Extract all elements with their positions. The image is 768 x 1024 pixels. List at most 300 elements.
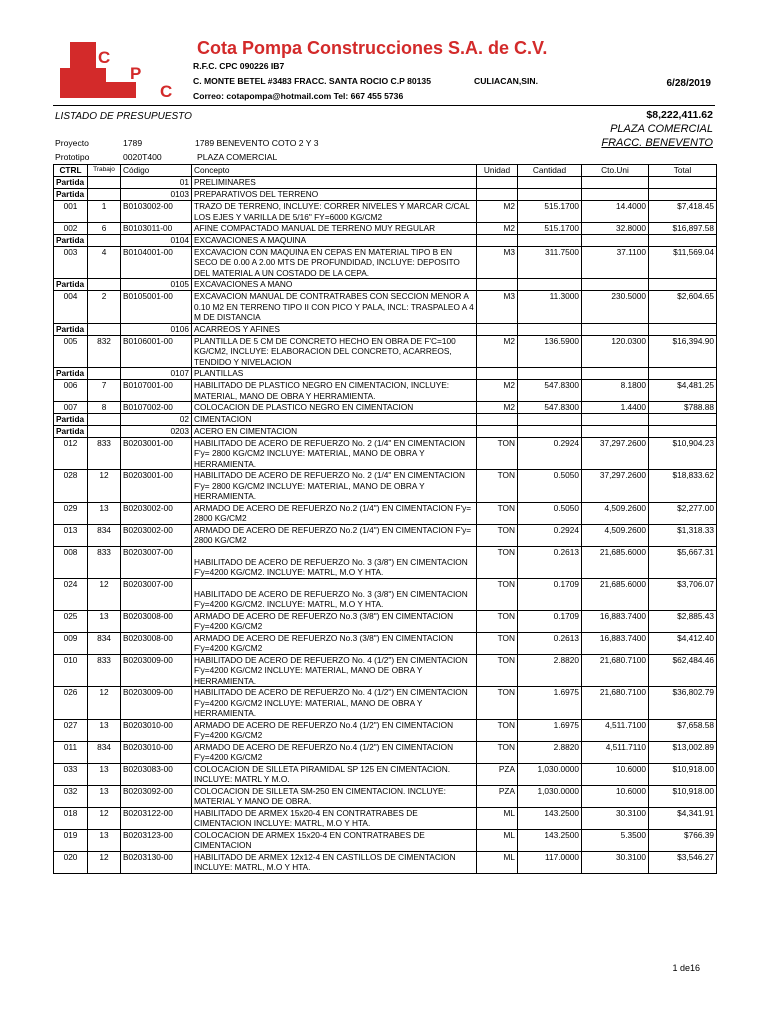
row-ctrl: 028: [54, 470, 88, 503]
row-trabajo: 12: [88, 578, 121, 610]
row-cto-uni: 37,297.2600: [582, 437, 649, 470]
row-concept: HABILITADO DE ACERO DE REFUERZO No. 2 (1/4" EN CIMENTACION F'y= 2800 KG/CM2 INCLUYE: MATERIAL, MANO DE OBRA Y HERRAMIENTA.: [192, 470, 477, 503]
row-unidad: [477, 425, 518, 437]
row-total: $4,341.91: [649, 807, 717, 829]
grand-total: $8,222,411.62: [646, 109, 713, 121]
row-unidad: M2: [477, 223, 518, 235]
row-cto-uni: [582, 413, 649, 425]
partida-name: PREPARATIVOS DEL TERRENO: [192, 189, 477, 201]
row-cantidad: 0.2924: [518, 437, 582, 470]
table-row: [54, 335, 717, 368]
company-address: C. MONTE BETEL #3483 FRACC. SANTA ROCIO C.P 80135: [193, 76, 431, 86]
partida-code: 0105: [121, 279, 192, 291]
row-unidad: ML: [477, 807, 518, 829]
row-concept: HABILITADO DE PLASTICO NEGRO EN CIMENTACION, INCLUYE: MATERIAL, MANO DE OBRA Y HERRAMIENTA.: [192, 380, 477, 402]
row-cantidad: 0.2924: [518, 524, 582, 546]
table-row: [54, 632, 717, 654]
row-cantidad: 1,030.0000: [518, 785, 582, 807]
row-unidad: TON: [477, 654, 518, 687]
budget-table: [53, 164, 717, 874]
row-concept: COLOCACION DE SILLETA PIRAMIDAL SP 125 EN CIMENTACION. INCLUYE: MATRL Y M.O.: [192, 763, 477, 785]
row-code: B0203002-00: [121, 524, 192, 546]
row-total: $1,318.33: [649, 524, 717, 546]
row-cto-uni: 21,680.7100: [582, 654, 649, 687]
table-row: [54, 470, 717, 503]
row-cantidad: 143.2500: [518, 807, 582, 829]
row-cto-uni: 21,680.7100: [582, 687, 649, 720]
row-unidad: TON: [477, 719, 518, 741]
row-trabajo: 7: [88, 380, 121, 402]
table-row: [54, 578, 717, 610]
row-unidad: TON: [477, 524, 518, 546]
row-total: [649, 425, 717, 437]
row-ctrl: 009: [54, 632, 88, 654]
row-unidad: [477, 279, 518, 291]
partida-code: 0103: [121, 189, 192, 201]
partida-name: EXCAVACIONES A MAQUINA: [192, 234, 477, 246]
row-concept: ARMADO DE ACERO DE REFUERZO No.4 (1/2") EN CIMENTACION F'y=4200 KG/CM2: [192, 741, 477, 763]
row-concept: ARMADO DE ACERO DE REFUERZO No.2 (1/4") EN CIMENTACION F'y= 2800 KG/CM2: [192, 502, 477, 524]
row-cantidad: 515.1700: [518, 223, 582, 235]
row-concept: HABILITADO DE ARMEX 12x12-4 EN CASTILLOS DE CIMENTACION INCLUYE: MATRL, M.O Y HTA.: [192, 851, 477, 873]
row-total: $10,918.00: [649, 763, 717, 785]
row-ctrl: 003: [54, 246, 88, 279]
project-location: FRACC. BENEVENTO: [601, 137, 713, 149]
row-cantidad: 2.8820: [518, 741, 582, 763]
report-title: LISTADO DE PRESUPUESTO: [55, 111, 192, 122]
col-header-ctrl: CTRL: [54, 165, 88, 177]
partida-name: EXCAVACIONES A MANO: [192, 279, 477, 291]
row-ctrl: 008: [54, 546, 88, 578]
table-row: [54, 654, 717, 687]
row-code: B0203001-00: [121, 470, 192, 503]
row-ctrl: 026: [54, 687, 88, 720]
row-cantidad: 143.2500: [518, 829, 582, 851]
prototipo-label: Prototipo: [55, 152, 90, 162]
row-cto-uni: [582, 279, 649, 291]
row-total: $62,484.46: [649, 654, 717, 687]
table-row: [54, 437, 717, 470]
partida-row: [54, 177, 717, 189]
row-ctrl: Partida: [54, 279, 88, 291]
row-trabajo: 833: [88, 546, 121, 578]
row-unidad: TON: [477, 610, 518, 632]
row-cantidad: [518, 425, 582, 437]
row-unidad: [477, 234, 518, 246]
project-type: PLAZA COMERCIAL: [610, 123, 713, 135]
row-cantidad: 0.2613: [518, 632, 582, 654]
row-cantidad: 11.3000: [518, 291, 582, 324]
row-ctrl: Partida: [54, 189, 88, 201]
row-concept: ARMADO DE ACERO DE REFUERZO No.3 (3/8") EN CIMENTACION F'y=4200 KG/CM2: [192, 632, 477, 654]
table-body: [54, 177, 717, 874]
row-cantidad: [518, 413, 582, 425]
row-code: B0203001-00: [121, 437, 192, 470]
company-name: Cota Pompa Construcciones S.A. de C.V.: [197, 38, 548, 58]
row-concept: COLOCACION DE PLASTICO NEGRO EN CIMENTACION: [192, 402, 477, 414]
row-unidad: TON: [477, 632, 518, 654]
row-cto-uni: [582, 177, 649, 189]
row-trabajo: 832: [88, 335, 121, 368]
row-cto-uni: 16,883.7400: [582, 610, 649, 632]
row-total: $7,658.58: [649, 719, 717, 741]
row-concept: HABILITADO DE ACERO DE REFUERZO No. 2 (1/4" EN CIMENTACION F'y= 2800 KG/CM2 INCLUYE: MATERIAL, MANO DE OBRA Y HERRAMIENTA.: [192, 437, 477, 470]
row-concept: COLOCACION DE SILLETA SM-250 EN CIMENTACION. INCLUYE: MATERIAL Y MANO DE OBRA.: [192, 785, 477, 807]
table-row: [54, 380, 717, 402]
row-code: B0203123-00: [121, 829, 192, 851]
row-cantidad: 547.8300: [518, 380, 582, 402]
table-row: [54, 829, 717, 851]
row-ctrl: 012: [54, 437, 88, 470]
row-unidad: [477, 177, 518, 189]
table-row: [54, 741, 717, 763]
report-date: 6/28/2019: [666, 78, 711, 89]
row-cantidad: 547.8300: [518, 402, 582, 414]
row-unidad: TON: [477, 687, 518, 720]
table-row: [54, 223, 717, 235]
row-total: [649, 234, 717, 246]
row-total: $13,002.89: [649, 741, 717, 763]
row-unidad: M2: [477, 402, 518, 414]
row-code: B0203009-00: [121, 654, 192, 687]
partida-row: [54, 279, 717, 291]
partida-code: 0107: [121, 368, 192, 380]
row-cantidad: [518, 368, 582, 380]
row-ctrl: Partida: [54, 368, 88, 380]
row-cantidad: 0.1709: [518, 610, 582, 632]
row-ctrl: 018: [54, 807, 88, 829]
row-ctrl: 010: [54, 654, 88, 687]
row-ctrl: 027: [54, 719, 88, 741]
row-cto-uni: 30.3100: [582, 851, 649, 873]
partida-name: ACERO EN CIMENTACION: [192, 425, 477, 437]
row-total: $36,802.79: [649, 687, 717, 720]
row-total: $11,569.04: [649, 246, 717, 279]
row-unidad: M3: [477, 246, 518, 279]
row-code: B0203002-00: [121, 502, 192, 524]
row-code: B0105001-00: [121, 291, 192, 324]
row-cantidad: [518, 323, 582, 335]
row-cantidad: 0.5050: [518, 502, 582, 524]
partida-row: [54, 413, 717, 425]
row-cantidad: 1.6975: [518, 719, 582, 741]
col-header-trabajo: Trabajo: [88, 165, 121, 177]
row-ctrl: 033: [54, 763, 88, 785]
row-cto-uni: [582, 234, 649, 246]
logo-letter-c2: C: [160, 82, 173, 101]
row-code: B0107001-00: [121, 380, 192, 402]
company-rfc: R.F.C. CPC 090226 IB7: [193, 61, 285, 71]
table-row: [54, 610, 717, 632]
row-cantidad: 0.5050: [518, 470, 582, 503]
row-unidad: M2: [477, 335, 518, 368]
row-cto-uni: 21,685.6000: [582, 546, 649, 578]
table-row: [54, 291, 717, 324]
row-cantidad: [518, 177, 582, 189]
row-ctrl: Partida: [54, 323, 88, 335]
row-total: $2,604.65: [649, 291, 717, 324]
page-number: 1 de16: [672, 963, 700, 973]
row-total: $4,412.40: [649, 632, 717, 654]
row-unidad: M3: [477, 291, 518, 324]
row-cantidad: 1.6975: [518, 687, 582, 720]
table-row: [54, 851, 717, 873]
row-code: B0103002-00: [121, 201, 192, 223]
col-header-cto-uni: Cto.Uni: [582, 165, 649, 177]
row-concept: ARMADO DE ACERO DE REFUERZO No.4 (1/2") EN CIMENTACION F'y=4200 KG/CM2: [192, 719, 477, 741]
row-unidad: TON: [477, 578, 518, 610]
partida-name: CIMENTACION: [192, 413, 477, 425]
row-cto-uni: 4,509.2600: [582, 524, 649, 546]
row-trabajo: 13: [88, 502, 121, 524]
partida-row: [54, 368, 717, 380]
row-concept: ARMADO DE ACERO DE REFUERZO No.2 (1/4") EN CIMENTACION F'y= 2800 KG/CM2: [192, 524, 477, 546]
row-trabajo: 13: [88, 719, 121, 741]
row-unidad: PZA: [477, 763, 518, 785]
row-cto-uni: [582, 189, 649, 201]
row-trabajo: 12: [88, 851, 121, 873]
row-concept: HABILITADO DE ACERO DE REFUERZO No. 3 (3/8") EN CIMENTACION F'y=4200 KG/CM2. INCLUYE: MATRL, M.O Y HTA.: [192, 546, 477, 578]
row-trabajo: [88, 177, 121, 189]
row-total: $788.88: [649, 402, 717, 414]
row-ctrl: Partida: [54, 413, 88, 425]
row-total: $16,897.58: [649, 223, 717, 235]
row-total: $2,277.00: [649, 502, 717, 524]
row-total: $16,394.90: [649, 335, 717, 368]
logo-letter-c1: C: [98, 48, 111, 67]
row-total: $5,667.31: [649, 546, 717, 578]
prototipo-code: 0020T400: [123, 152, 162, 162]
row-total: [649, 189, 717, 201]
row-total: $766.39: [649, 829, 717, 851]
row-cto-uni: 1.4400: [582, 402, 649, 414]
row-concept: AFINE COMPACTADO MANUAL DE TERRENO MUY REGULAR: [192, 223, 477, 235]
row-code: B0203009-00: [121, 687, 192, 720]
row-ctrl: 032: [54, 785, 88, 807]
row-trabajo: [88, 413, 121, 425]
row-concept: HABILITADO DE ACERO DE REFUERZO No. 4 (1/2") EN CIMENTACION F'y=4200 KG/CM2 INCLUYE: MATERIAL, MANO DE OBRA Y HERRAMIENTA.: [192, 654, 477, 687]
row-trabajo: [88, 279, 121, 291]
row-ctrl: 001: [54, 201, 88, 223]
row-trabajo: [88, 234, 121, 246]
row-cto-uni: 37.1100: [582, 246, 649, 279]
row-concept: HABILITADO DE ACERO DE REFUERZO No. 4 (1/2") EN CIMENTACION F'y=4200 KG/CM2 INCLUYE: MATERIAL, MANO DE OBRA Y HERRAMIENTA.: [192, 687, 477, 720]
row-code: B0203130-00: [121, 851, 192, 873]
partida-code: 0104: [121, 234, 192, 246]
row-concept: HABILITADO DE ACERO DE REFUERZO No. 3 (3/8") EN CIMENTACION F'y=4200 KG/CM2. INCLUYE: MATRL, M.O Y HTA.: [192, 578, 477, 610]
partida-code: 0203: [121, 425, 192, 437]
partida-row: [54, 189, 717, 201]
row-ctrl: 013: [54, 524, 88, 546]
row-unidad: ML: [477, 851, 518, 873]
row-trabajo: [88, 425, 121, 437]
row-unidad: M2: [477, 201, 518, 223]
row-trabajo: [88, 368, 121, 380]
row-trabajo: 13: [88, 610, 121, 632]
table-row: [54, 201, 717, 223]
row-trabajo: 13: [88, 785, 121, 807]
row-cto-uni: 8.1800: [582, 380, 649, 402]
row-unidad: TON: [477, 437, 518, 470]
row-ctrl: 004: [54, 291, 88, 324]
row-cto-uni: 120.0300: [582, 335, 649, 368]
row-unidad: [477, 413, 518, 425]
logo-letter-p: P: [130, 64, 142, 83]
row-total: $10,904.23: [649, 437, 717, 470]
partida-name: ACARREOS Y AFINES: [192, 323, 477, 335]
row-cantidad: [518, 279, 582, 291]
row-ctrl: 020: [54, 851, 88, 873]
row-total: $3,546.27: [649, 851, 717, 873]
row-cto-uni: 5.3500: [582, 829, 649, 851]
row-unidad: TON: [477, 502, 518, 524]
row-unidad: TON: [477, 741, 518, 763]
row-ctrl: 005: [54, 335, 88, 368]
table-row: [54, 402, 717, 414]
row-ctrl: 007: [54, 402, 88, 414]
row-ctrl: 006: [54, 380, 88, 402]
table-row: [54, 719, 717, 741]
table-row: [54, 785, 717, 807]
row-trabajo: 834: [88, 524, 121, 546]
row-cto-uni: [582, 425, 649, 437]
row-trabajo: 834: [88, 632, 121, 654]
row-code: B0203010-00: [121, 741, 192, 763]
row-cto-uni: [582, 368, 649, 380]
row-cantidad: 0.2613: [518, 546, 582, 578]
table-row: [54, 246, 717, 279]
partida-row: [54, 234, 717, 246]
row-concept: PLANTILLA DE 5 CM DE CONCRETO HECHO EN OBRA DE F'C=100 KG/CM2, INCLUYE: ELABORACION DEL CONCRETO, ACARREOS, TENDIDO Y NIVELACION: [192, 335, 477, 368]
row-concept: EXCAVACION MANUAL DE CONTRATRABES CON SECCION MENOR A 0.10 M2 EN TERRENO TIPO II CON PICO Y PALA, INCL: TRASPALEO A 4 M DE DISTANCIA: [192, 291, 477, 324]
col-header-codigo: Código: [121, 165, 192, 177]
row-trabajo: 1: [88, 201, 121, 223]
row-code: B0203122-00: [121, 807, 192, 829]
row-unidad: [477, 368, 518, 380]
proyecto-label: Proyecto: [55, 138, 89, 148]
row-cantidad: 311.7500: [518, 246, 582, 279]
row-unidad: TON: [477, 470, 518, 503]
row-concept: HABILITADO DE ARMEX 15x20-4 EN CONTRATRABES DE CIMENTACION INCLUYE: MATRL, M.O Y HTA.: [192, 807, 477, 829]
partida-code: 0106: [121, 323, 192, 335]
partida-name: PRELIMINARES: [192, 177, 477, 189]
row-cto-uni: 10.6000: [582, 763, 649, 785]
row-trabajo: 8: [88, 402, 121, 414]
row-trabajo: 6: [88, 223, 121, 235]
row-total: $2,885.43: [649, 610, 717, 632]
company-city: CULIACAN,SIN.: [474, 76, 538, 86]
row-cantidad: 136.5900: [518, 335, 582, 368]
row-concept: TRAZO DE TERRENO, INCLUYE: CORRER NIVELES Y MARCAR C/CAL LOS EJES Y VARILLA DE 5/16" FY=6000 KG/CM2: [192, 201, 477, 223]
row-total: [649, 368, 717, 380]
row-code: B0203083-00: [121, 763, 192, 785]
table-row: [54, 807, 717, 829]
row-trabajo: 834: [88, 741, 121, 763]
row-code: B0203008-00: [121, 610, 192, 632]
row-ctrl: 002: [54, 223, 88, 235]
proyecto-name: 1789 BENEVENTO COTO 2 Y 3: [195, 138, 319, 148]
row-code: B0103011-00: [121, 223, 192, 235]
company-contact: Correo: cotapompa@hotmail.com Tel: 667 455 5736: [193, 91, 404, 101]
row-trabajo: 4: [88, 246, 121, 279]
row-trabajo: 12: [88, 687, 121, 720]
partida-code: 02: [121, 413, 192, 425]
row-total: [649, 413, 717, 425]
row-total: $10,918.00: [649, 785, 717, 807]
row-ctrl: Partida: [54, 234, 88, 246]
row-ctrl: 025: [54, 610, 88, 632]
row-cantidad: 515.1700: [518, 201, 582, 223]
row-trabajo: 12: [88, 807, 121, 829]
table-row: [54, 502, 717, 524]
row-total: [649, 323, 717, 335]
row-cto-uni: 10.6000: [582, 785, 649, 807]
row-trabajo: 12: [88, 470, 121, 503]
row-cto-uni: 32.8000: [582, 223, 649, 235]
table-header-row: [54, 165, 717, 177]
row-unidad: M2: [477, 380, 518, 402]
table-row: [54, 687, 717, 720]
row-cto-uni: [582, 323, 649, 335]
row-concept: ARMADO DE ACERO DE REFUERZO No.3 (3/8") EN CIMENTACION F'y=4200 KG/CM2: [192, 610, 477, 632]
row-cto-uni: 30.3100: [582, 807, 649, 829]
partida-name: PLANTILLAS: [192, 368, 477, 380]
row-total: [649, 177, 717, 189]
row-code: B0203092-00: [121, 785, 192, 807]
row-ctrl: 019: [54, 829, 88, 851]
header-divider: [53, 105, 715, 106]
row-code: B0203007-00: [121, 578, 192, 610]
row-trabajo: 2: [88, 291, 121, 324]
row-total: $3,706.07: [649, 578, 717, 610]
prototipo-name: PLAZA COMERCIAL: [197, 152, 278, 162]
row-unidad: TON: [477, 546, 518, 578]
row-unidad: PZA: [477, 785, 518, 807]
row-ctrl: 024: [54, 578, 88, 610]
col-header-concepto: Concepto: [192, 165, 477, 177]
row-trabajo: [88, 323, 121, 335]
row-cantidad: [518, 189, 582, 201]
table-row: [54, 546, 717, 578]
row-cto-uni: 4,511.7100: [582, 719, 649, 741]
row-cto-uni: 4,509.2600: [582, 502, 649, 524]
row-cantidad: 117.0000: [518, 851, 582, 873]
row-cto-uni: 16,883.7400: [582, 632, 649, 654]
row-cantidad: 1,030.0000: [518, 763, 582, 785]
proyecto-number: 1789: [123, 138, 143, 148]
row-trabajo: 13: [88, 829, 121, 851]
table-row: [54, 524, 717, 546]
row-unidad: ML: [477, 829, 518, 851]
row-code: B0106001-00: [121, 335, 192, 368]
table-row: [54, 763, 717, 785]
row-code: B0203010-00: [121, 719, 192, 741]
row-trabajo: 833: [88, 437, 121, 470]
row-unidad: [477, 323, 518, 335]
company-logo: [60, 38, 185, 103]
row-code: B0203007-00: [121, 546, 192, 578]
row-code: B0104001-00: [121, 246, 192, 279]
row-ctrl: 011: [54, 741, 88, 763]
row-cto-uni: 4,511.7110: [582, 741, 649, 763]
partida-row: [54, 425, 717, 437]
row-cantidad: [518, 234, 582, 246]
row-trabajo: 833: [88, 654, 121, 687]
row-trabajo: 13: [88, 763, 121, 785]
row-ctrl: Partida: [54, 177, 88, 189]
row-cto-uni: 14.4000: [582, 201, 649, 223]
row-code: B0203008-00: [121, 632, 192, 654]
